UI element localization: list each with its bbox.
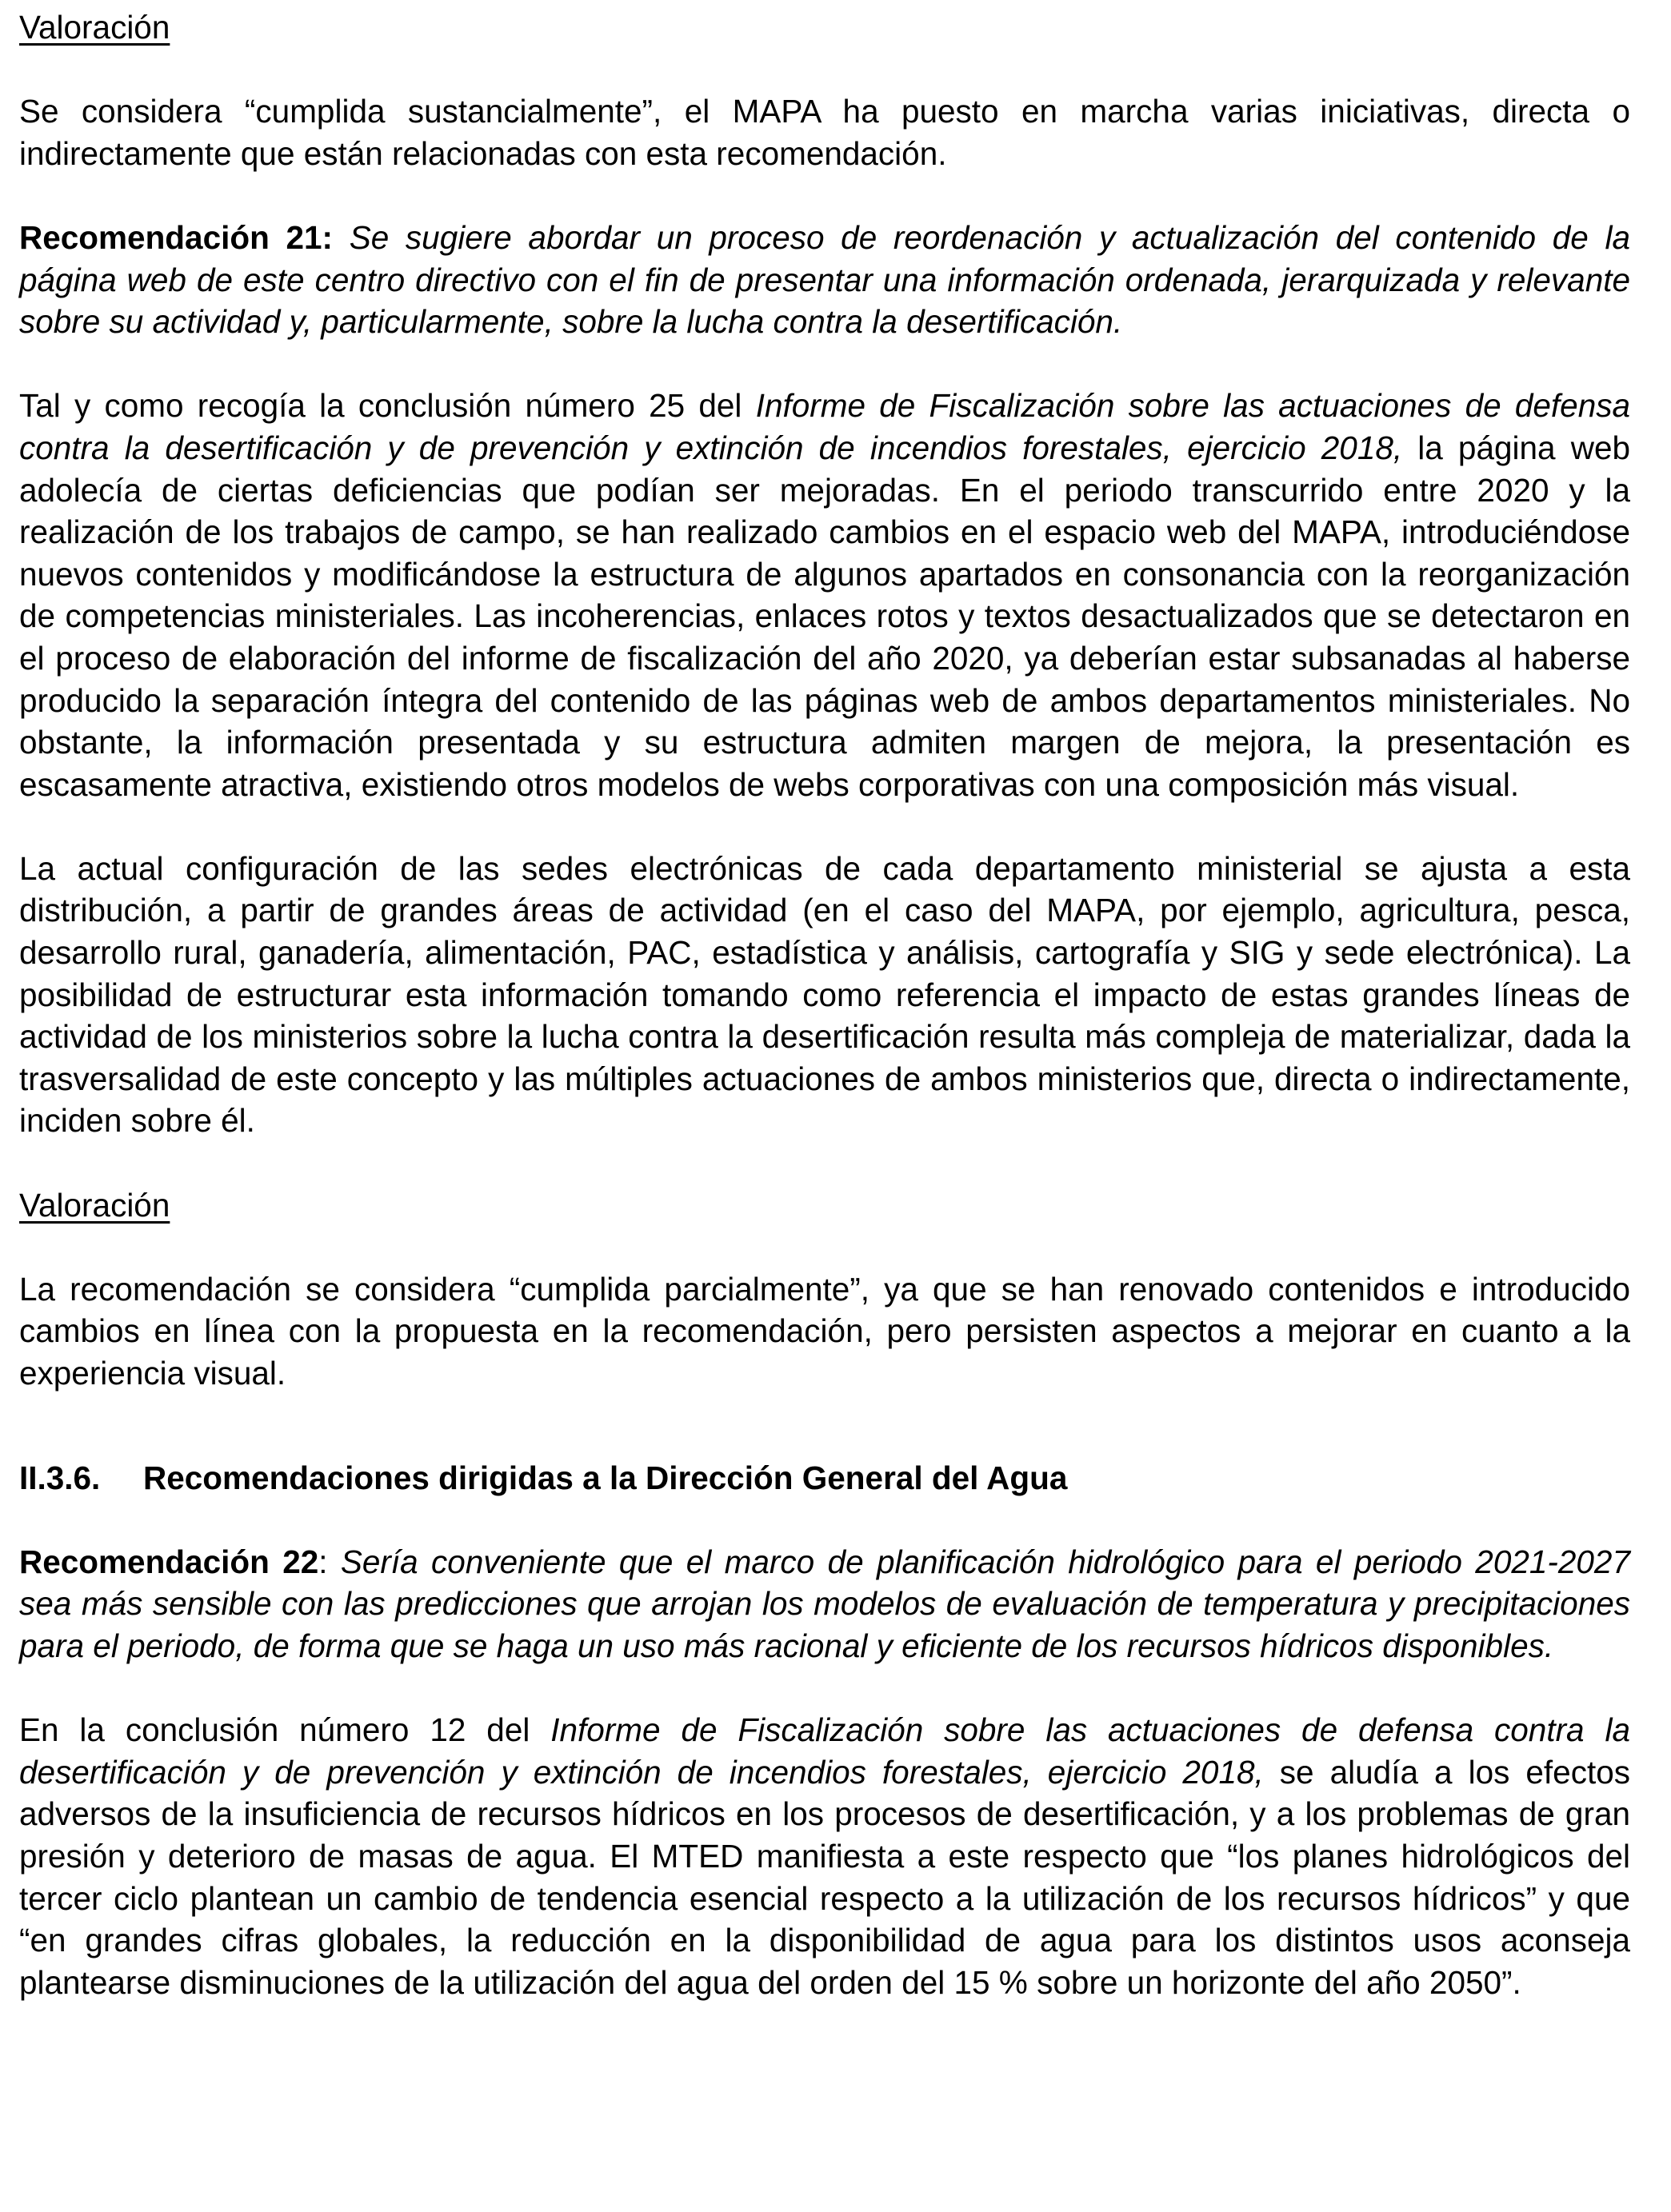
recomendacion-21-label: Recomendación 21:	[19, 218, 334, 256]
valoracion-heading-text: Valoración	[19, 9, 170, 46]
report-title: Informe de Fiscalización sobre las actuaciones de defensa contra la desertificación y de prevención y extinción de incendios forestales, ejercicio 2018,	[19, 387, 1630, 466]
section-heading	[19, 1457, 1630, 1499]
paragraph-conclusion-12	[19, 1709, 1630, 2003]
paragraph-intro: Tal y como recogía la conclusión número 25 del	[19, 387, 756, 425]
valoracion-paragraph-2: La recomendación se considera “cumplida parcialmente”, ya que se han renovado contenidos e introducido cambios en línea con la propuesta en la recomendación, pero persisten aspectos a mejorar en cuanto a la experiencia visual.	[19, 1270, 1630, 1391]
recomendacion-21	[19, 217, 1630, 343]
document-page	[19, 6, 1630, 2046]
valoracion-heading-2	[19, 1184, 1630, 1227]
paragraph-sedes: La actual configuración de las sedes electrónicas de cada departamento ministerial se ajusta a esta distribución, a partir de grandes áreas de actividad (en el caso del MAPA, por ejemplo, agricultura, pesca, desarrollo rural, ganadería, alimentación, PAC, estadística y análisis, cartografía y SIG y sede electrónica). La posibilidad de estructurar esta información tomando como referencia el impacto de estas grandes líneas de actividad de los ministerios sobre la lucha contra la desertificación resulta más compleja de materializar, dada la trasversalidad de este concepto y las múltiples actuaciones de ambos ministerios que, directa o indirectamente, inciden sobre él.	[19, 849, 1630, 1140]
paragraph-body: se aludía a los efectos adversos de la insuficiencia de recursos hídricos en los procesos de desertificación, y a los problemas de gran presión y deterioro de masas de agua. El MTED manifiesta a este respecto que “los planes hidrológicos del tercer ciclo plantean un cambio de tendencia esencial respecto a la utilización de los recursos hídricos” y que “en grandes cifras globales, la reducción en la disponibilidad de agua para los distintos usos aconseja plantearse disminuciones de la utilización del agua del orden del 15 % sobre un horizonte del año 2050”.	[19, 1753, 1630, 2001]
recomendacion-22-text: Sería conveniente que el marco de planificación hidrológico para el periodo 2021-2027 sea más sensible con las predicciones que arrojan los modelos de evaluación de temperatura y precipitaciones para el periodo, de forma que se haga un uso más racional y eficiente de los recursos hídricos disponibles.	[19, 1543, 1630, 1664]
valoracion-heading-text: Valoración	[19, 1186, 170, 1224]
recomendacion-21-text: Se sugiere abordar un proceso de reordenación y actualización del contenido de la página web de este centro directivo con el fin de presentar una información ordenada, jerarquizada y relevante sobre su actividad y, particularmente, sobre la lucha contra la desertificación.	[19, 218, 1630, 341]
recomendacion-22-label: Recomendación 22	[19, 1543, 319, 1580]
paragraph-intro: En la conclusión número 12 del	[19, 1711, 551, 1749]
paragraph-body: la página web adolecía de ciertas deficiencias que podían ser mejoradas. En el periodo transcurrido entre 2020 y la realización de los trabajos de campo, se han realizado cambios en el espacio web del MAPA, introduciéndose nuevos contenidos y modificándose la estructura de algunos apartados en consonancia con la reorganización de competencias ministeriales. Las incoherencias, enlaces rotos y textos desactualizados que se detectaron en el proceso de elaboración del informe de fiscalización del año 2020, ya deberían estar subsanadas al haberse producido la separación íntegra del contenido de las páginas web de ambos departamentos ministeriales. No obstante, la información presentada y su estructura admiten margen de mejora, la presentación es escasamente atractiva, existiendo otros modelos de webs corporativas con una composición más visual.	[19, 429, 1630, 803]
valoracion-heading-1	[19, 6, 1630, 49]
section-title: Recomendaciones dirigidas a la Dirección General del Agua	[143, 1459, 1068, 1496]
report-title: Informe de Fiscalización sobre las actuaciones de defensa contra la desertificación y de prevención y extinción de incendios forestales, ejercicio 2018,	[19, 1711, 1630, 1791]
label-colon: :	[318, 1543, 341, 1580]
valoracion-paragraph-1: Se considera “cumplida sustancialmente”, el MAPA ha puesto en marcha varias iniciativas, directa o indirectamente que están relacionadas con esta recomendación.	[19, 93, 1630, 172]
recomendacion-22	[19, 1541, 1630, 1667]
paragraph-conclusion-25	[19, 385, 1630, 805]
section-number: II.3.6.	[19, 1459, 101, 1496]
